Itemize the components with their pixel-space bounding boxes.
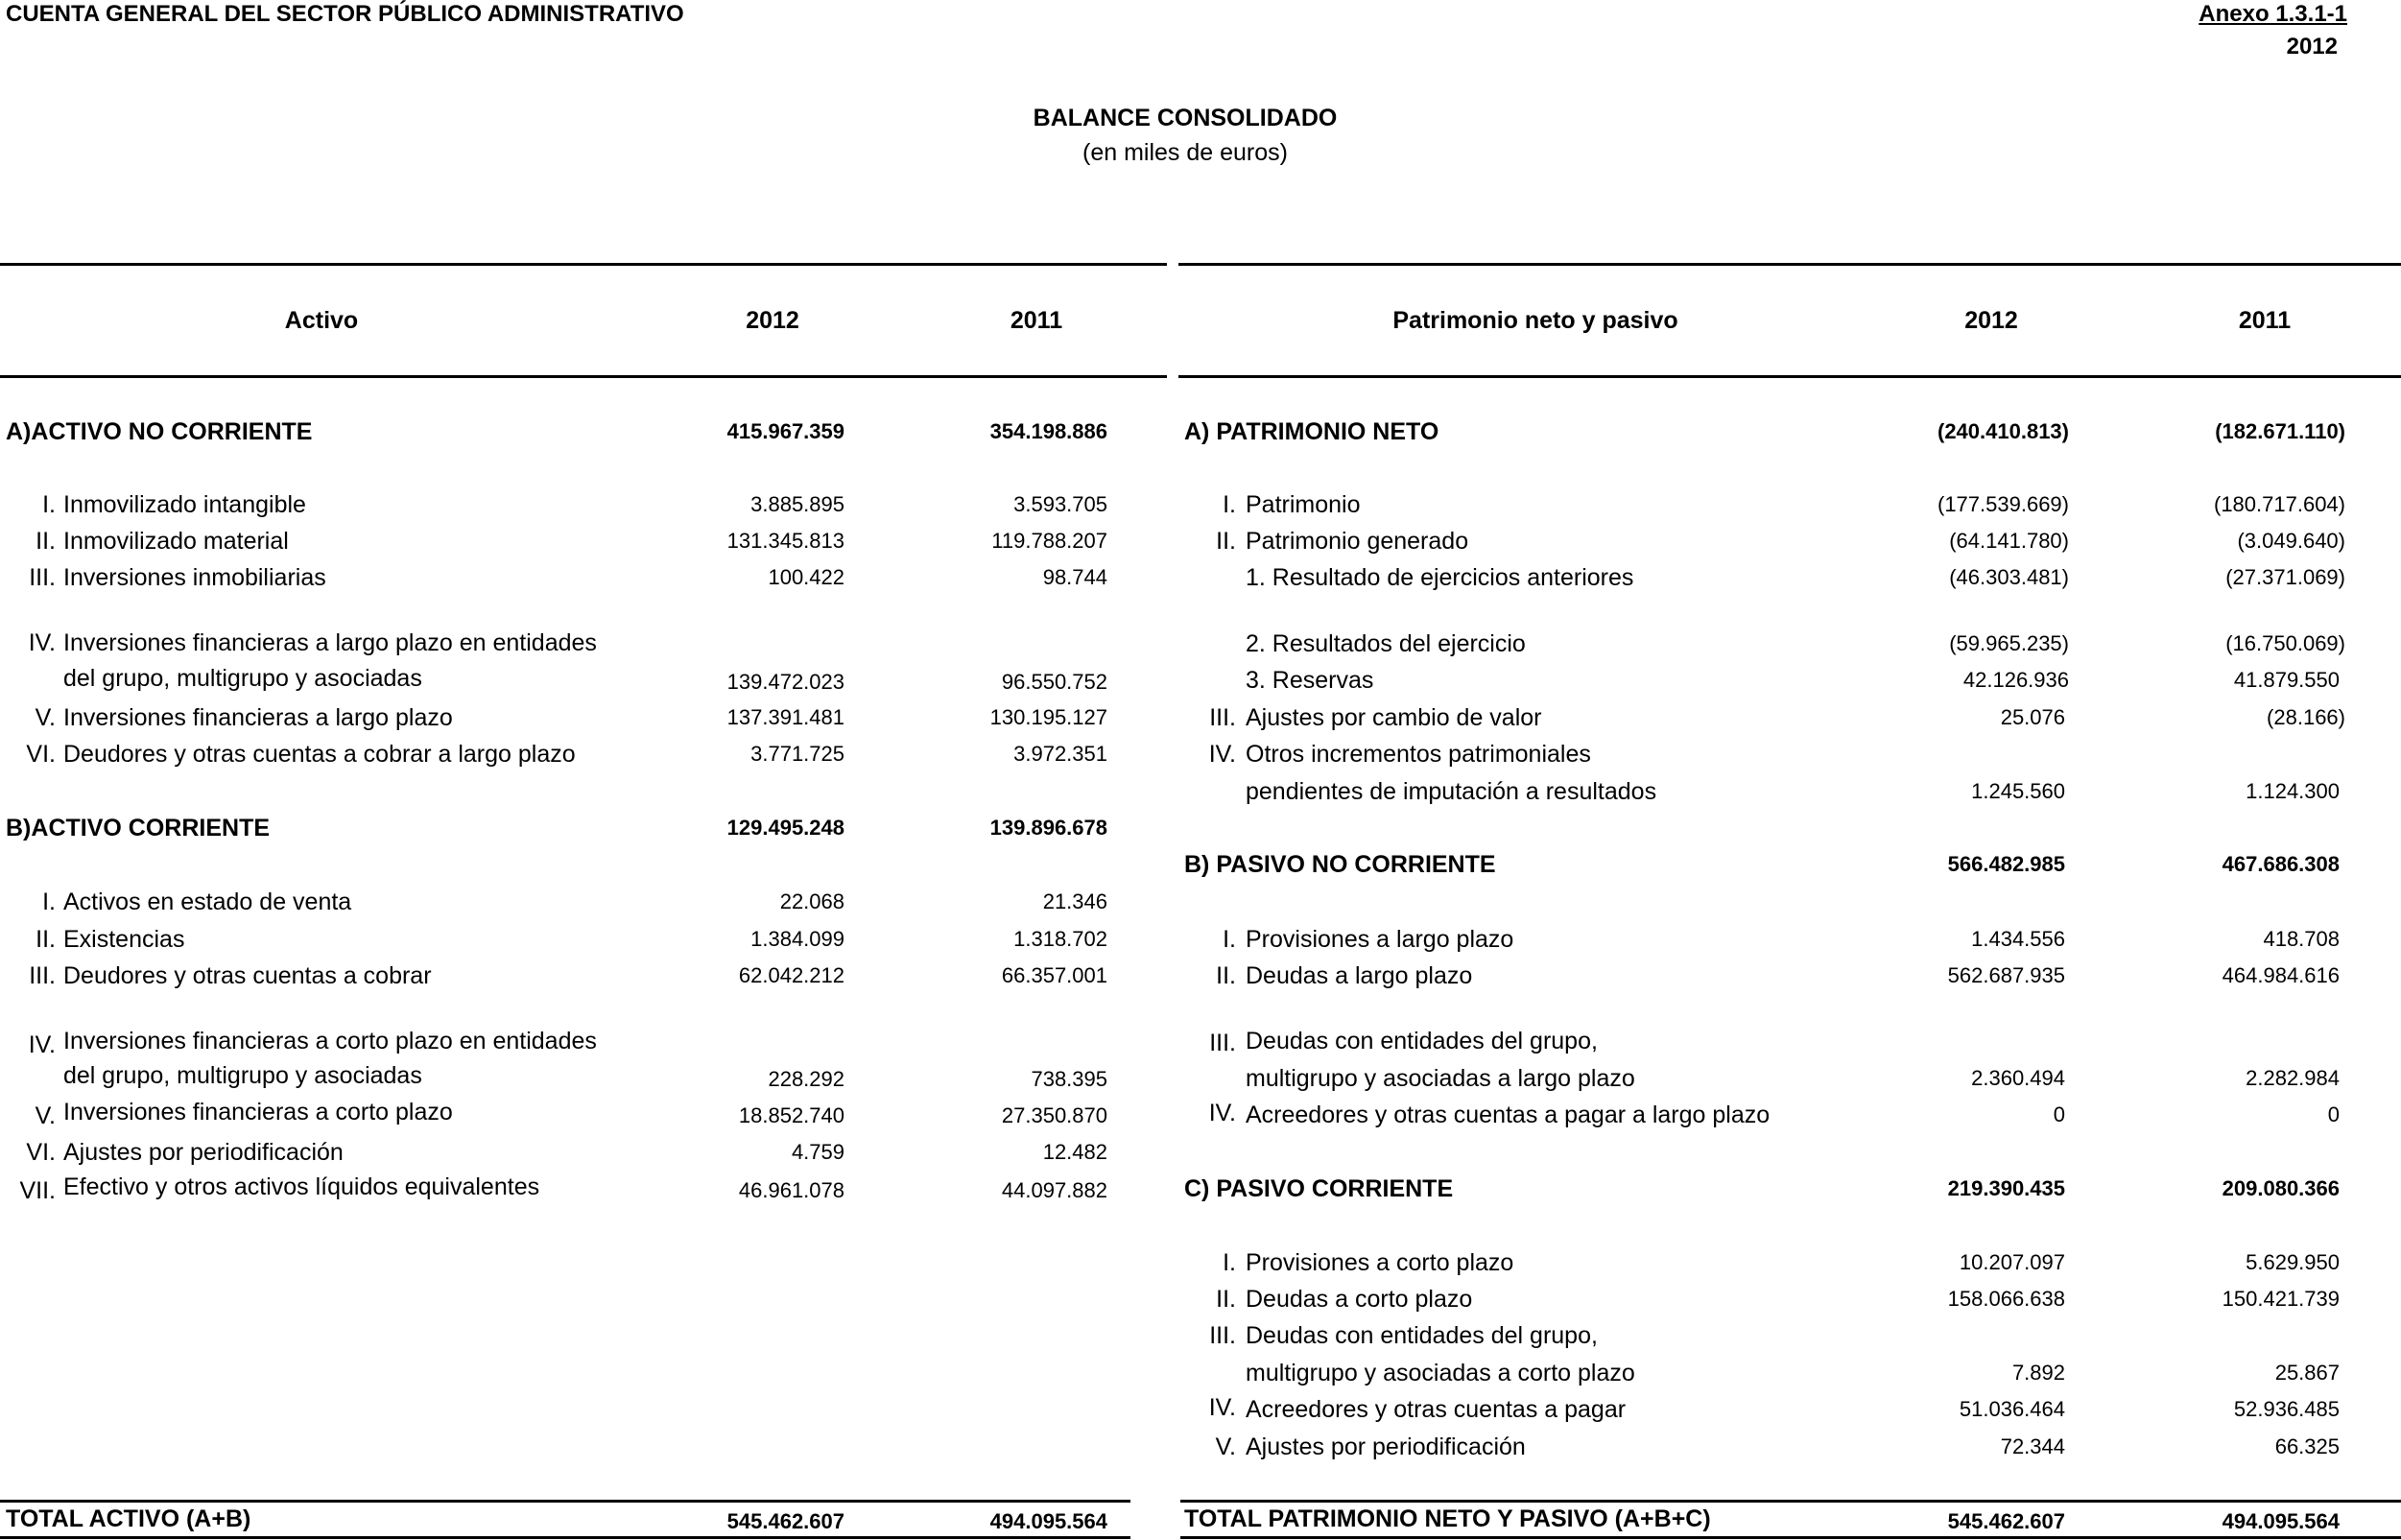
row-number: VII. — [19, 1177, 56, 1204]
row-label: pendientes de imputación a resultados — [1246, 778, 1657, 805]
entity-title: CUENTA GENERAL DEL SECTOR PÚBLICO ADMINISTRATIVO — [6, 1, 684, 27]
row-number: II. — [36, 926, 56, 953]
rule-assets-total-top — [0, 1500, 1130, 1503]
row-label: Otros incrementos patrimoniales — [1246, 741, 1591, 768]
row-label: Patrimonio — [1246, 491, 1361, 518]
row-value-2011: 464.984.616 — [2222, 963, 2340, 987]
row-value-2012: 228.292 — [768, 1067, 844, 1091]
row-value-2011: 130.195.127 — [989, 705, 1107, 729]
row-value-2012: 3.885.895 — [750, 492, 844, 516]
row-value-2011: 467.686.308 — [2222, 852, 2340, 876]
row-value-2012: 0 — [2053, 1102, 2065, 1126]
row-label: C) PASIVO CORRIENTE — [1184, 1175, 1454, 1202]
row-label: Acreedores y otras cuentas a pagar — [1246, 1396, 1627, 1423]
row-label: Inversiones financieras a corto plazo en entidades — [63, 1028, 597, 1054]
row-number: II. — [1216, 1286, 1236, 1313]
row-label: del grupo, multigrupo y asociadas — [63, 1062, 422, 1089]
row-label: Ajustes por periodificación — [1246, 1433, 1526, 1460]
row-number: I. — [1223, 1249, 1236, 1276]
row-label: multigrupo y asociadas a corto plazo — [1246, 1360, 1635, 1386]
row-value-2012: 18.852.740 — [738, 1103, 844, 1127]
row-value-2012: 62.042.212 — [738, 963, 844, 987]
row-value-2011: (16.750.069) — [2225, 631, 2345, 655]
row-value-2012: 137.391.481 — [726, 705, 844, 729]
total-value-2011: 494.095.564 — [989, 1509, 1107, 1533]
row-value-2012: 415.967.359 — [726, 419, 844, 443]
row-label: Deudores y otras cuentas a cobrar — [63, 962, 432, 989]
row-label: del grupo, multigrupo y asociadas — [63, 665, 422, 692]
row-value-2012: (177.539.669) — [1937, 492, 2069, 516]
total-label: TOTAL PATRIMONIO NETO Y PASIVO (A+B+C) — [1184, 1505, 1711, 1532]
row-value-2011: 139.896.678 — [989, 816, 1107, 840]
liab-header-2011: 2011 — [2238, 307, 2292, 334]
row-value-2012: 1.245.560 — [1971, 779, 2065, 803]
row-label: Deudas a corto plazo — [1246, 1286, 1473, 1313]
row-value-2011: (182.671.110) — [2215, 419, 2345, 443]
row-label: Deudas a largo plazo — [1246, 962, 1473, 989]
row-label: Activos en estado de venta — [63, 888, 352, 915]
row-number: IV. — [1208, 1394, 1236, 1421]
row-number: I. — [42, 888, 56, 915]
row-label: 1. Resultado de ejercicios anteriores — [1246, 564, 1634, 591]
row-label: Patrimonio generado — [1246, 528, 1469, 555]
row-number: III. — [1209, 704, 1236, 731]
row-label: B)ACTIVO CORRIENTE — [6, 815, 271, 841]
row-number: III. — [1209, 1030, 1236, 1056]
row-value-2011: 738.395 — [1031, 1067, 1107, 1091]
row-value-2011: 12.482 — [1042, 1140, 1107, 1164]
document-subtitle: (en miles de euros) — [1082, 139, 1288, 166]
liab-header-2012: 2012 — [1964, 307, 2018, 334]
total-value-2012: 545.462.607 — [1947, 1509, 2065, 1533]
row-value-2011: (27.371.069) — [2225, 565, 2345, 589]
assets-header-2011: 2011 — [1010, 307, 1063, 334]
rule-liab-total-top — [1180, 1500, 2401, 1503]
row-number: I. — [42, 491, 56, 518]
row-value-2011: 41.879.550 — [2233, 668, 2340, 692]
row-value-2011: 3.972.351 — [1013, 742, 1107, 766]
row-value-2011: 44.097.882 — [1001, 1178, 1107, 1202]
row-value-2012: 562.687.935 — [1947, 963, 2065, 987]
row-label: Provisiones a corto plazo — [1246, 1249, 1514, 1276]
rule-assets-total-bottom — [0, 1536, 1130, 1539]
row-value-2012: 1.384.099 — [750, 927, 844, 951]
row-value-2011: 52.936.485 — [2233, 1397, 2340, 1421]
rule-assets-head — [0, 375, 1167, 378]
row-number: V. — [1215, 1433, 1236, 1460]
row-label: A)ACTIVO NO CORRIENTE — [6, 418, 313, 445]
total-label: TOTAL ACTIVO (A+B) — [6, 1505, 251, 1532]
row-label: Deudas con entidades del grupo, — [1246, 1322, 1598, 1349]
row-label: Inmovilizado intangible — [63, 491, 306, 518]
row-number: III. — [29, 962, 56, 989]
row-value-2012: 131.345.813 — [726, 529, 844, 553]
row-value-2012: 25.076 — [2000, 705, 2065, 729]
row-value-2012: 566.482.985 — [1947, 852, 2065, 876]
row-value-2011: 150.421.739 — [2222, 1287, 2340, 1311]
row-label: A) PATRIMONIO NETO — [1184, 418, 1439, 445]
row-value-2012: 219.390.435 — [1947, 1176, 2065, 1200]
row-number: III. — [29, 564, 56, 591]
row-number: II. — [36, 528, 56, 555]
row-value-2011: 5.629.950 — [2246, 1250, 2340, 1274]
row-label: Ajustes por cambio de valor — [1246, 704, 1542, 731]
row-value-2012: (59.965.235) — [1949, 631, 2069, 655]
assets-header-label: Activo — [284, 307, 359, 334]
liab-header-label: Patrimonio neto y pasivo — [1392, 307, 1678, 334]
total-value-2011: 494.095.564 — [2222, 1509, 2340, 1533]
row-value-2011: 21.346 — [1042, 889, 1107, 913]
row-value-2011: (28.166) — [2267, 705, 2345, 729]
row-value-2011: 119.788.207 — [991, 529, 1107, 553]
row-value-2012: 100.422 — [768, 565, 844, 589]
row-label: Inmovilizado material — [63, 528, 289, 555]
row-value-2011: 2.282.984 — [2246, 1066, 2340, 1090]
rule-assets-top — [0, 263, 1167, 266]
header-year: 2012 — [2286, 34, 2338, 59]
row-label: Deudores y otras cuentas a cobrar a largo plazo — [63, 741, 576, 768]
row-label: Inversiones financieras a largo plazo — [63, 704, 453, 731]
row-value-2012: 51.036.464 — [1959, 1397, 2065, 1421]
row-label: Inversiones inmobiliarias — [63, 564, 326, 591]
row-value-2011: 66.357.001 — [1001, 963, 1107, 987]
row-value-2011: 3.593.705 — [1013, 492, 1107, 516]
row-value-2012: (64.141.780) — [1949, 529, 2069, 553]
rule-liab-total-bottom — [1180, 1536, 2401, 1539]
row-number: V. — [35, 1102, 56, 1129]
row-number: IV. — [1208, 741, 1236, 768]
row-value-2011: 66.325 — [2274, 1434, 2340, 1458]
row-number: I. — [1223, 926, 1236, 953]
row-number: VI. — [26, 741, 56, 768]
row-value-2011: 1.124.300 — [2246, 779, 2340, 803]
row-number: V. — [35, 704, 56, 731]
row-value-2012: 42.126.936 — [1962, 668, 2069, 692]
row-number: IV. — [28, 1031, 56, 1058]
row-label: Acreedores y otras cuentas a pagar a largo plazo — [1246, 1102, 1771, 1128]
row-value-2012: (240.410.813) — [1937, 419, 2069, 443]
row-value-2012: 22.068 — [779, 889, 844, 913]
row-label: Existencias — [63, 926, 185, 953]
row-value-2012: 139.472.023 — [726, 670, 844, 694]
row-label: B) PASIVO NO CORRIENTE — [1184, 851, 1496, 878]
row-label: Efectivo y otros activos líquidos equivalentes — [63, 1173, 540, 1200]
annex-label: Anexo 1.3.1-1 — [2199, 1, 2347, 27]
row-value-2011: (180.717.604) — [2214, 492, 2345, 516]
row-number: VI. — [26, 1139, 56, 1166]
row-value-2012: 129.495.248 — [726, 816, 844, 840]
row-value-2012: 2.360.494 — [1971, 1066, 2065, 1090]
row-value-2011: 96.550.752 — [1001, 670, 1107, 694]
row-value-2011: 25.867 — [2274, 1361, 2340, 1385]
document-title: BALANCE CONSOLIDADO — [1033, 105, 1338, 131]
row-value-2011: 1.318.702 — [1013, 927, 1107, 951]
row-label: Provisiones a largo plazo — [1246, 926, 1514, 953]
assets-header-2012: 2012 — [746, 307, 799, 334]
rule-liab-head — [1178, 375, 2401, 378]
row-number: I. — [1223, 491, 1236, 518]
row-value-2011: 354.198.886 — [989, 419, 1107, 443]
row-value-2012: 10.207.097 — [1959, 1250, 2065, 1274]
row-label: Deudas con entidades del grupo, — [1246, 1028, 1598, 1054]
row-value-2011: 209.080.366 — [2222, 1176, 2340, 1200]
total-value-2012: 545.462.607 — [726, 1509, 844, 1533]
row-value-2012: 7.892 — [2011, 1361, 2065, 1385]
row-label: 2. Resultados del ejercicio — [1246, 630, 1526, 657]
row-number: IV. — [1208, 1100, 1236, 1126]
rule-liab-top — [1178, 263, 2401, 266]
row-number: III. — [1209, 1322, 1236, 1349]
row-label: Inversiones financieras a largo plazo en entidades — [63, 629, 597, 656]
row-value-2011: (3.049.640) — [2237, 529, 2345, 553]
row-label: 3. Reservas — [1246, 667, 1374, 694]
row-value-2011: 27.350.870 — [1001, 1103, 1107, 1127]
row-value-2011: 0 — [2327, 1102, 2340, 1126]
row-label: Ajustes por periodificación — [63, 1139, 344, 1166]
row-value-2012: 158.066.638 — [1947, 1287, 2065, 1311]
row-value-2012: 72.344 — [2000, 1434, 2065, 1458]
row-value-2012: 3.771.725 — [750, 742, 844, 766]
row-value-2012: (46.303.481) — [1949, 565, 2069, 589]
row-value-2012: 46.961.078 — [738, 1178, 844, 1202]
row-number: IV. — [28, 629, 56, 656]
row-number: II. — [1216, 962, 1236, 989]
row-value-2011: 418.708 — [2263, 927, 2340, 951]
row-value-2011: 98.744 — [1042, 565, 1107, 589]
row-label: multigrupo y asociadas a largo plazo — [1246, 1065, 1635, 1092]
row-number: II. — [1216, 528, 1236, 555]
row-label: Inversiones financieras a corto plazo — [63, 1099, 453, 1125]
row-value-2012: 1.434.556 — [1971, 927, 2065, 951]
row-value-2012: 4.759 — [791, 1140, 844, 1164]
